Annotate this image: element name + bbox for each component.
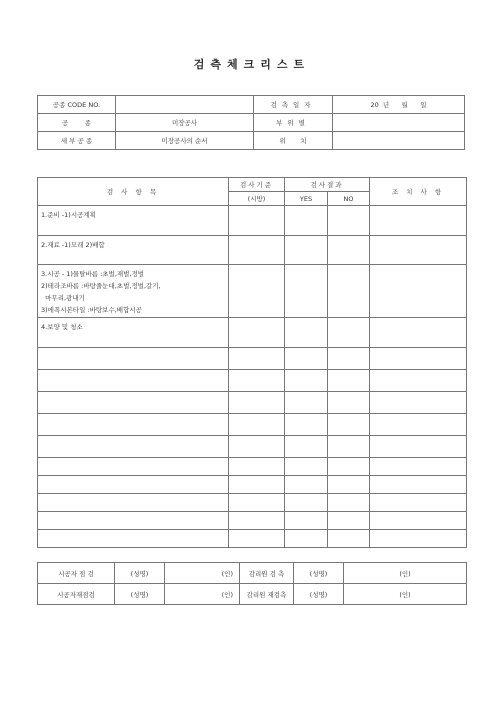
code-label: 공종 CODE NO. xyxy=(38,96,116,114)
col-action-header: 조 치 사 항 xyxy=(370,178,467,206)
no-cell[interactable] xyxy=(328,530,370,548)
yes-cell[interactable] xyxy=(285,530,328,548)
standard-cell[interactable] xyxy=(229,348,285,370)
table-row xyxy=(38,476,467,494)
yes-cell[interactable] xyxy=(285,458,328,476)
action-cell[interactable] xyxy=(370,530,467,548)
no-cell[interactable] xyxy=(328,436,370,458)
table-row xyxy=(38,414,467,436)
part-value-cell[interactable] xyxy=(333,114,465,132)
table-row xyxy=(38,530,467,548)
yes-cell[interactable] xyxy=(285,392,328,414)
check-item-text: 4.보양 및 청소 xyxy=(41,323,83,331)
standard-cell[interactable] xyxy=(229,370,285,392)
col-no-header: NO xyxy=(328,192,370,206)
no-cell[interactable] xyxy=(328,318,370,348)
check-item xyxy=(38,318,229,348)
standard-cell[interactable] xyxy=(229,265,285,318)
supervisor-recheck-name[interactable]: (성명) xyxy=(294,584,344,605)
action-cell[interactable] xyxy=(370,512,467,530)
action-cell[interactable] xyxy=(370,436,467,458)
check-item xyxy=(38,265,229,318)
standard-cell[interactable] xyxy=(229,458,285,476)
empty-item-cell[interactable] xyxy=(38,512,229,530)
standard-cell[interactable] xyxy=(229,414,285,436)
table-row xyxy=(38,512,467,530)
check-item-text: 2.재료 -1)모래 2)배합 xyxy=(41,241,105,249)
empty-item-cell[interactable] xyxy=(38,348,229,370)
yes-cell[interactable] xyxy=(285,236,328,265)
no-cell[interactable] xyxy=(328,476,370,494)
check-item-text: 3.시공 - 1)물탈바름 :초벌,재벌,정벌 xyxy=(41,270,145,278)
empty-item-cell[interactable] xyxy=(38,530,229,548)
standard-cell[interactable] xyxy=(229,236,285,265)
standard-cell[interactable] xyxy=(229,476,285,494)
contractor-recheck-name[interactable]: (성명) xyxy=(115,584,165,605)
check-item-text: 1.준비 -1)시공계획 xyxy=(41,211,96,219)
col-items-header: 검 사 항 목 xyxy=(38,178,229,206)
date-label: 검측일자 xyxy=(254,96,333,114)
action-cell[interactable] xyxy=(370,494,467,512)
yes-cell[interactable] xyxy=(285,370,328,392)
contractor-check-seal[interactable]: (인) xyxy=(165,563,240,584)
part-label: 부위별 xyxy=(254,114,333,132)
yes-cell[interactable] xyxy=(285,265,328,318)
no-cell[interactable] xyxy=(328,236,370,265)
empty-item-cell[interactable] xyxy=(38,392,229,414)
empty-item-cell[interactable] xyxy=(38,476,229,494)
yes-cell[interactable] xyxy=(285,206,328,236)
table-row xyxy=(38,392,467,414)
table-row xyxy=(38,436,467,458)
col-yes-header: YES xyxy=(285,192,328,206)
header-table xyxy=(37,95,465,150)
no-cell[interactable] xyxy=(328,370,370,392)
supervisor-recheck-seal[interactable]: (인) xyxy=(344,584,467,605)
check-item xyxy=(38,236,229,265)
empty-item-cell[interactable] xyxy=(38,370,229,392)
location-value-cell[interactable] xyxy=(333,132,465,150)
work-type-label: 공 종 xyxy=(38,114,116,132)
check-item xyxy=(38,206,229,236)
table-row xyxy=(38,236,467,265)
table-row xyxy=(38,206,467,236)
contractor-check-name[interactable]: (성명) xyxy=(115,563,165,584)
no-cell[interactable] xyxy=(328,414,370,436)
standard-cell[interactable] xyxy=(229,512,285,530)
supervisor-check-seal[interactable]: (인) xyxy=(344,563,467,584)
check-item-text: 2)테라조바름 :바탕줄눈대,초벌,정벌,갈기, xyxy=(41,282,161,290)
table-row xyxy=(38,494,467,512)
action-cell[interactable] xyxy=(370,265,467,318)
supervisor-recheck-label: 감리원 재검측 xyxy=(240,584,294,605)
date-value[interactable]: 20 년 월 일 xyxy=(333,96,465,114)
action-cell[interactable] xyxy=(370,458,467,476)
page-title: 검측체크리스트 xyxy=(193,58,311,71)
yes-cell[interactable] xyxy=(285,348,328,370)
no-cell[interactable] xyxy=(328,348,370,370)
empty-item-cell[interactable] xyxy=(38,414,229,436)
contractor-recheck-label: 시공자재점검 xyxy=(38,584,115,605)
col-standard-sub: (시방) xyxy=(229,192,285,206)
no-cell[interactable] xyxy=(328,206,370,236)
action-cell[interactable] xyxy=(370,206,467,236)
col-standard-header: 검사기준 xyxy=(229,178,285,192)
supervisor-check-name[interactable]: (성명) xyxy=(294,563,344,584)
standard-cell[interactable] xyxy=(229,494,285,512)
signature-table xyxy=(37,562,467,605)
no-cell[interactable] xyxy=(328,265,370,318)
table-row xyxy=(38,458,467,476)
yes-cell[interactable] xyxy=(285,476,328,494)
action-cell[interactable] xyxy=(370,392,467,414)
action-cell[interactable] xyxy=(370,236,467,265)
table-row xyxy=(38,318,467,348)
supervisor-check-label: 감리원 검 측 xyxy=(240,563,294,584)
no-cell[interactable] xyxy=(328,494,370,512)
table-row xyxy=(38,348,467,370)
no-cell[interactable] xyxy=(328,512,370,530)
standard-cell[interactable] xyxy=(229,206,285,236)
contractor-check-label: 시공자 점 검 xyxy=(38,563,115,584)
table-row xyxy=(38,265,467,318)
action-cell[interactable] xyxy=(370,318,467,348)
standard-cell[interactable] xyxy=(229,436,285,458)
code-value-cell[interactable] xyxy=(116,96,254,114)
detail-label: 세 부 공 종 xyxy=(38,132,116,150)
yes-cell[interactable] xyxy=(285,512,328,530)
standard-cell[interactable] xyxy=(229,530,285,548)
check-item-text: 3)에폭시본타일 :바탕보수,배합시공 xyxy=(41,306,142,314)
yes-cell[interactable] xyxy=(285,494,328,512)
table-row xyxy=(38,370,467,392)
work-type-value[interactable]: 미장공사 xyxy=(116,114,254,132)
no-cell[interactable] xyxy=(328,392,370,414)
check-item-text: 마무리,광내기 xyxy=(41,294,85,302)
empty-item-cell[interactable] xyxy=(38,458,229,476)
checklist-table xyxy=(37,177,467,548)
yes-cell[interactable] xyxy=(285,436,328,458)
detail-value[interactable]: 미장공사의 순서 xyxy=(116,132,254,150)
empty-item-cell[interactable] xyxy=(38,436,229,458)
contractor-recheck-seal[interactable]: (인) xyxy=(165,584,240,605)
standard-cell[interactable] xyxy=(229,392,285,414)
location-label: 위 치 xyxy=(254,132,333,150)
action-cell[interactable] xyxy=(370,414,467,436)
yes-cell[interactable] xyxy=(285,318,328,348)
action-cell[interactable] xyxy=(370,370,467,392)
col-result-header: 검사결과 xyxy=(285,178,370,192)
action-cell[interactable] xyxy=(370,348,467,370)
standard-cell[interactable] xyxy=(229,318,285,348)
action-cell[interactable] xyxy=(370,476,467,494)
yes-cell[interactable] xyxy=(285,414,328,436)
empty-item-cell[interactable] xyxy=(38,494,229,512)
no-cell[interactable] xyxy=(328,458,370,476)
